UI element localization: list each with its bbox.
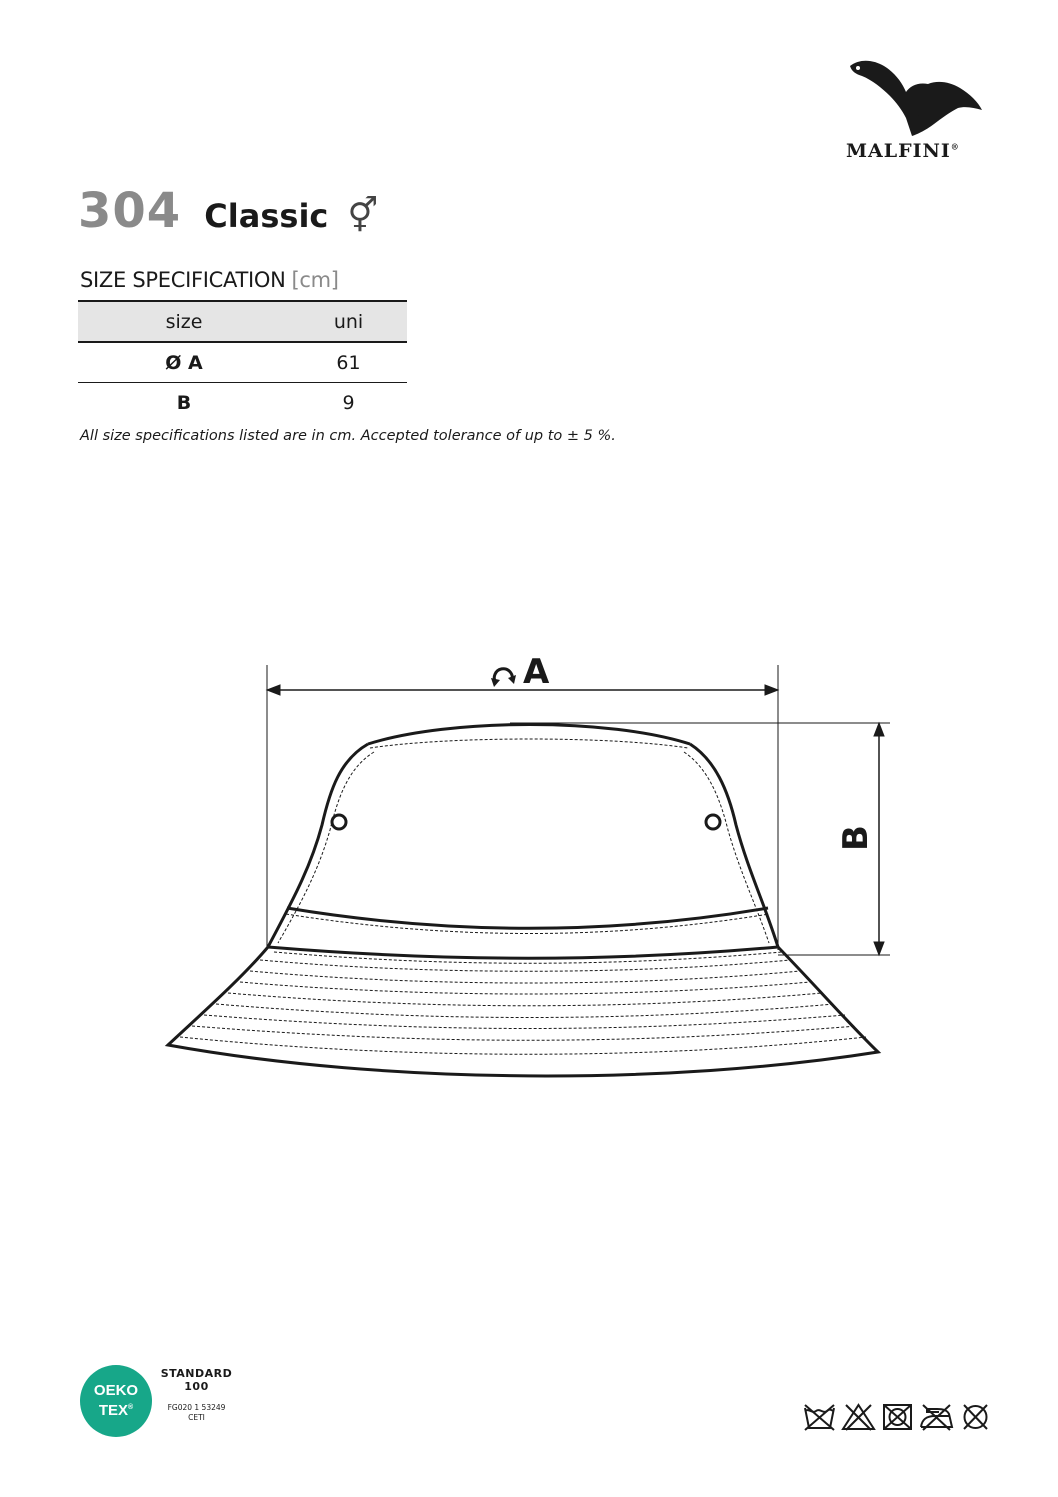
oeko-tex-certification (80, 1365, 280, 1445)
tolerance-note: All size specifications listed are in cm. Accepted tolerance of up to ± 5 %. (80, 428, 616, 444)
spec-heading-text: SIZE SPECIFICATION (80, 268, 286, 292)
brand-name: MALFINI® (846, 140, 960, 162)
oeko-standard-label: STANDARD 100 (160, 1367, 233, 1393)
size-spec-table (78, 300, 407, 422)
dimension-b-label: B (835, 825, 876, 851)
table-row (78, 342, 407, 383)
product-name: Classic (204, 197, 329, 235)
care-symbols (802, 1402, 998, 1434)
do-not-tumble-dry-icon (880, 1402, 915, 1432)
spec-heading (80, 268, 339, 292)
row-label: Ø A (78, 342, 290, 383)
hat-technical-drawing (150, 640, 910, 1100)
eagle-logo-icon (846, 52, 986, 137)
do-not-iron-icon (919, 1402, 954, 1432)
unisex-icon: ⚥ (347, 196, 379, 236)
oeko-tex-logo: OEKO TEX® (80, 1365, 152, 1437)
product-title (78, 183, 378, 243)
row-value: 9 (342, 391, 355, 414)
spec-unit: [cm] (291, 268, 339, 292)
oeko-certificate-code: FG020 1 53249 CETI (167, 1403, 226, 1422)
table-row (78, 383, 407, 423)
row-label: B (176, 391, 192, 414)
brand-logo (838, 52, 998, 167)
column-header-uni: uni (290, 301, 407, 342)
column-header-size: size (78, 301, 290, 342)
hat-outline (150, 640, 910, 1100)
do-not-bleach-icon (841, 1402, 876, 1432)
do-not-wash-icon (802, 1402, 837, 1432)
table-header-row (78, 301, 407, 342)
product-code: 304 (78, 183, 182, 239)
dimension-a-label: A (523, 652, 550, 692)
do-not-dry-clean-icon (958, 1402, 993, 1432)
row-value: 61 (290, 342, 407, 383)
circumference-arrows-icon (491, 669, 516, 687)
